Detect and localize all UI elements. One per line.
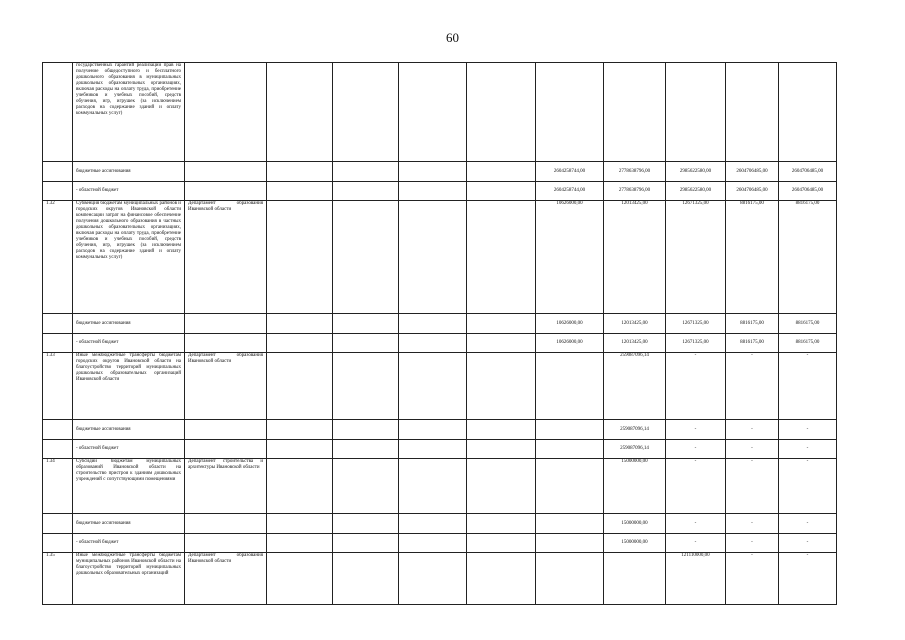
value-cell: 8816175,00: [779, 201, 837, 314]
value-cell: [467, 553, 536, 605]
value-cell: -: [779, 420, 837, 440]
value-cell: 8816175,00: [726, 334, 779, 353]
value-cell: 2778638796,00: [604, 182, 666, 201]
executor-cell: Департамент образования Ивановской области: [185, 353, 267, 420]
empty-cell: [333, 514, 399, 534]
value-cell: [467, 440, 536, 459]
empty-cell: [267, 201, 333, 314]
empty-cell: [333, 534, 399, 553]
empty-cell: [333, 162, 399, 182]
value-cell: [467, 514, 536, 534]
value-cell: [536, 459, 604, 514]
executor-cell: [185, 420, 267, 440]
value-cell: [536, 353, 604, 420]
value-cell: [467, 162, 536, 182]
value-cell: 2604706485,00: [779, 182, 837, 201]
description-cell: - областной бюджет: [73, 534, 185, 553]
table-row: [43, 353, 837, 420]
description-cell: - областной бюджет: [73, 334, 185, 353]
value-cell: 10626000,00: [536, 201, 604, 314]
value-cell: [399, 182, 467, 201]
value-cell: 2604706485,00: [726, 162, 779, 182]
value-cell: [726, 63, 779, 162]
value-cell: [467, 353, 536, 420]
description-cell: Субвенция бюджетам муниципальных районов и городских округов Ивановской области компенсации затрат на финансовое обеспечение получения дошкольного образования в частных дошкольных образовательных организациях, включая расходы на оплату труда, приобретение учебников и учебных пособий, средств обучения, игр, игрушек (за исключением расходов на содержание зданий и оплату коммунальных услуг): [73, 201, 185, 314]
value-cell: 15000000,00: [604, 514, 666, 534]
empty-cell: [267, 459, 333, 514]
item-number-cell: [43, 63, 73, 162]
value-cell: 12013425,00: [604, 334, 666, 353]
table-row: [43, 553, 837, 605]
value-cell: 8816175,00: [779, 334, 837, 353]
value-cell: -: [726, 459, 779, 514]
value-cell: [536, 553, 604, 605]
value-cell: 12013425,00: [604, 201, 666, 314]
empty-cell: [267, 553, 333, 605]
item-number-cell: 1.35: [43, 553, 73, 605]
value-cell: 259087096,14: [604, 353, 666, 420]
item-number-cell: [43, 182, 73, 201]
value-cell: 259087096,14: [604, 420, 666, 440]
value-cell: [399, 353, 467, 420]
empty-cell: [333, 440, 399, 459]
value-cell: [536, 440, 604, 459]
value-cell: -: [779, 353, 837, 420]
value-cell: [467, 420, 536, 440]
item-number-cell: [43, 420, 73, 440]
item-number-cell: 1.33: [43, 353, 73, 420]
executor-cell: Департамент образования Ивановской области: [185, 201, 267, 314]
value-cell: 259087096,14: [604, 440, 666, 459]
value-cell: -: [726, 553, 779, 605]
executor-cell: [185, 314, 267, 334]
value-cell: 15000000,00: [604, 459, 666, 514]
value-cell: 2604706485,00: [779, 162, 837, 182]
value-cell: [399, 534, 467, 553]
value-cell: -: [666, 534, 726, 553]
table-subrow: [43, 182, 837, 201]
value-cell: [399, 201, 467, 314]
value-cell: [399, 162, 467, 182]
value-cell: [666, 63, 726, 162]
value-cell: [536, 63, 604, 162]
table-subrow: [43, 514, 837, 534]
value-cell: [399, 553, 467, 605]
description-cell: Субсидии бюджетам муниципальных образований Ивановской области на строительство пристроя к зданиям дошкольных учреждений с сопутствующими помещениями: [73, 459, 185, 514]
empty-cell: [333, 459, 399, 514]
value-cell: -: [779, 553, 837, 605]
value-cell: [536, 534, 604, 553]
empty-cell: [267, 420, 333, 440]
empty-cell: [333, 182, 399, 201]
empty-cell: [333, 314, 399, 334]
value-cell: -: [726, 514, 779, 534]
value-cell: 121110000,00: [666, 553, 726, 605]
value-cell: -: [666, 420, 726, 440]
item-number-cell: [43, 334, 73, 353]
value-cell: 12671325,00: [666, 201, 726, 314]
executor-cell: [185, 63, 267, 162]
empty-cell: [333, 353, 399, 420]
description-cell: государственных гарантий реализации прав на получение общедоступного и бесплатного дошкольного образования в муниципальных дошкольных образовательных организациях, включая расходы на оплату труда, приобретение учебников и учебных пособий, средств обучения, игр, игрушек (за исключением расходов на содержание зданий и оплату коммунальных услуг): [73, 63, 185, 162]
empty-cell: [267, 314, 333, 334]
executor-cell: [185, 182, 267, 201]
table-subrow: [43, 162, 837, 182]
description-cell: бюджетные ассигнования: [73, 514, 185, 534]
page-number: 60: [446, 30, 459, 45]
value-cell: -: [666, 353, 726, 420]
empty-cell: [333, 420, 399, 440]
executor-cell: [185, 514, 267, 534]
value-cell: -: [666, 459, 726, 514]
value-cell: [399, 334, 467, 353]
value-cell: [604, 63, 666, 162]
item-number-cell: [43, 534, 73, 553]
item-number-cell: [43, 314, 73, 334]
value-cell: 8816175,00: [779, 314, 837, 334]
value-cell: 8816175,00: [726, 201, 779, 314]
table-row: [43, 201, 837, 314]
value-cell: -: [666, 440, 726, 459]
value-cell: -: [779, 534, 837, 553]
value-cell: [399, 63, 467, 162]
value-cell: -: [726, 353, 779, 420]
value-cell: -: [726, 420, 779, 440]
value-cell: 12671325,00: [666, 334, 726, 353]
empty-cell: [333, 334, 399, 353]
value-cell: [467, 63, 536, 162]
value-cell: 2604258744,00: [536, 162, 604, 182]
empty-cell: [267, 334, 333, 353]
value-cell: 2985622580,00: [666, 162, 726, 182]
value-cell: 10626000,00: [536, 314, 604, 334]
empty-cell: [267, 440, 333, 459]
description-cell: - областной бюджет: [73, 182, 185, 201]
item-number-cell: [43, 514, 73, 534]
value-cell: 10626000,00: [536, 334, 604, 353]
empty-cell: [333, 63, 399, 162]
value-cell: [399, 459, 467, 514]
value-cell: 12671325,00: [666, 314, 726, 334]
value-cell: [399, 440, 467, 459]
value-cell: 12013425,00: [604, 314, 666, 334]
value-cell: [399, 514, 467, 534]
item-number-cell: [43, 162, 73, 182]
empty-cell: [267, 514, 333, 534]
item-number-cell: 1.34: [43, 459, 73, 514]
description-cell: - областной бюджет: [73, 440, 185, 459]
empty-cell: [267, 534, 333, 553]
executor-cell: [185, 162, 267, 182]
description-cell: Иные межбюджетные трансферты бюджетам муниципальных районов Ивановской области на благоустройство территорий муниципальных дошкольных образовательных организаций: [73, 553, 185, 605]
value-cell: [399, 420, 467, 440]
executor-cell: Департамент строительства и архитектуры Ивановской области: [185, 459, 267, 514]
value-cell: 2604706485,00: [726, 182, 779, 201]
value-cell: [779, 63, 837, 162]
value-cell: 2604258744,00: [536, 182, 604, 201]
value-cell: [536, 514, 604, 534]
table-subrow: [43, 420, 837, 440]
table-subrow: [43, 314, 837, 334]
value-cell: [467, 201, 536, 314]
executor-cell: [185, 440, 267, 459]
value-cell: [399, 314, 467, 334]
value-cell: 8816175,00: [726, 314, 779, 334]
value-cell: -: [666, 514, 726, 534]
table-subrow: [43, 334, 837, 353]
description-cell: Иные межбюджетные трансферты бюджетам городских округов Ивановской области на благоустройство территорий муниципальных дошкольных образовательных организаций Ивановской области: [73, 353, 185, 420]
empty-cell: [267, 162, 333, 182]
description-cell: бюджетные ассигнования: [73, 314, 185, 334]
executor-cell: [185, 534, 267, 553]
value-cell: -: [779, 459, 837, 514]
value-cell: [604, 553, 666, 605]
table-subrow: [43, 534, 837, 553]
table-row: [43, 459, 837, 514]
table-subrow: [43, 440, 837, 459]
value-cell: [467, 459, 536, 514]
value-cell: -: [779, 514, 837, 534]
value-cell: [467, 182, 536, 201]
description-cell: бюджетные ассигнования: [73, 162, 185, 182]
value-cell: 2985622580,00: [666, 182, 726, 201]
item-number-cell: [43, 440, 73, 459]
executor-cell: Департамент образования Ивановской области: [185, 553, 267, 605]
value-cell: [467, 334, 536, 353]
description-cell: бюджетные ассигнования: [73, 420, 185, 440]
value-cell: [467, 314, 536, 334]
value-cell: -: [779, 440, 837, 459]
empty-cell: [267, 182, 333, 201]
table-row: [43, 63, 837, 162]
item-number-cell: 1.32: [43, 201, 73, 314]
executor-cell: [185, 334, 267, 353]
value-cell: [467, 534, 536, 553]
value-cell: 15000000,00: [604, 534, 666, 553]
value-cell: -: [726, 440, 779, 459]
empty-cell: [267, 353, 333, 420]
empty-cell: [267, 63, 333, 162]
value-cell: 2778638796,00: [604, 162, 666, 182]
empty-cell: [333, 201, 399, 314]
budget-table: [42, 62, 837, 605]
empty-cell: [333, 553, 399, 605]
value-cell: [536, 420, 604, 440]
value-cell: -: [726, 534, 779, 553]
